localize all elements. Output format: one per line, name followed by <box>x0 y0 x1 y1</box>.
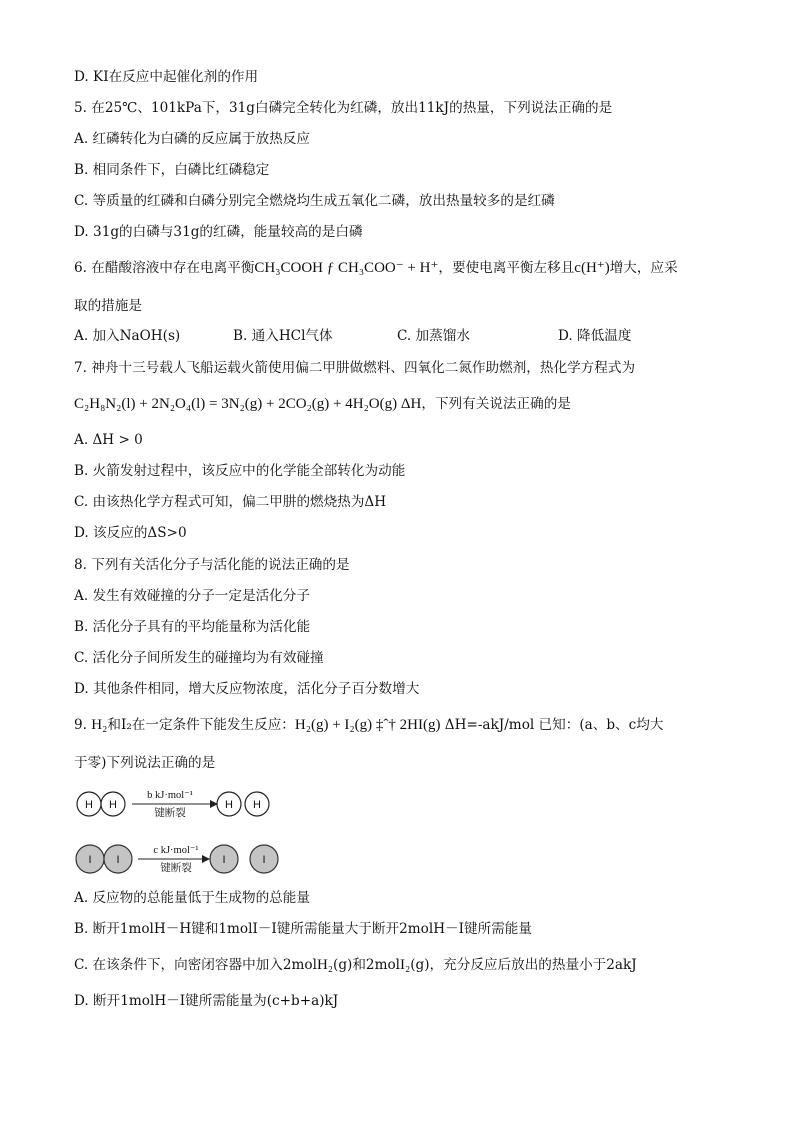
q6-text-post: 增大，应采 <box>609 260 678 276</box>
i-atom-label-1: I <box>88 854 92 866</box>
q9-option-a: A. 反应物的总能量低于生成物的总能量 <box>74 890 310 906</box>
q7-option-d: D. 该反应的ΔS>0 <box>74 525 187 541</box>
question-5: 5. 在25℃、101kPa下，31g白磷完全转化为红磷，放出11kJ的热量，下列说法正确的是 <box>74 100 613 116</box>
i-atom-label-4: I <box>262 854 266 866</box>
ii-arrow-head <box>202 855 210 863</box>
q9c-text-post: (g)，充分反应后放出的热量小于2akJ <box>410 957 637 973</box>
q9-text-mid: 和I₂在一定条件下能发生反应： <box>107 717 295 733</box>
h-atom-label-2: H <box>109 799 117 811</box>
hh-break-label: 键断裂 <box>154 808 186 819</box>
q5-option-b: B. 相同条件下，白磷比红磷稳定 <box>74 162 270 178</box>
q7-equation-line <box>74 395 571 413</box>
q7-option-b: B. 火箭发射过程中，该反应中的化学能全部转化为动能 <box>74 463 406 479</box>
q9-option-b: B. 断开1molH－H键和1molI－I键所需能量大于断开2molH－I键所需能量 <box>74 921 532 937</box>
q6-option-c: C. 加蒸馏水 <box>397 328 470 344</box>
question-7: 7. 神舟十三号载人飞船运载火箭使用偏二甲肼做燃料、四氧化二氮作助燃剂，热化学方程式为 <box>74 360 636 376</box>
q7-text-post: ，下列有关说法正确的是 <box>421 396 571 412</box>
q5-option-c: C. 等质量的红磷和白磷分别完全燃烧均生成五氧化二磷，放出热量较多的是红磷 <box>74 193 555 209</box>
ii-energy-label: c kJ·mol⁻¹ <box>153 845 199 856</box>
q9c-text-mid: (g)和2mol <box>333 957 400 973</box>
q6-text-pre: 6. 在醋酸溶液中存在电离平衡 <box>74 260 255 276</box>
question-6 <box>74 259 678 277</box>
q7-option-c: C. 由该热化学方程式可知，偏二甲肼的燃烧热为ΔH <box>74 494 387 510</box>
q9-equation: H₂(g) + I₂(g) ‡ˆ† 2HI(g) <box>294 717 441 733</box>
q6-option-a: A. 加入NaOH(s) <box>74 328 181 344</box>
q6-text-mid: ，要使电离平衡左移且 <box>438 260 575 276</box>
question-9 <box>74 716 663 734</box>
i-atom-label-2: I <box>116 854 120 866</box>
q9c-i2: I₂ <box>400 957 411 973</box>
q7-equation: C₂H₈N₂(l) + 2N₂O₄(l) = 3N₂(g) + 2CO₂(g) + 4H₂O(g) ΔH <box>74 396 422 412</box>
q6-equation: CH₃COOH ƒ CH₃COO⁻ + H⁺ <box>254 260 439 276</box>
q8-option-a: A. 发生有效碰撞的分子一定是活化分子 <box>74 588 310 604</box>
q9-text-pre: 9. <box>74 717 92 733</box>
q6-option-d: D. 降低温度 <box>558 328 632 344</box>
q5-option-a: A. 红磷转化为白磷的反应属于放热反应 <box>74 131 310 147</box>
ii-bond-diagram <box>74 840 294 878</box>
q9-text-post: ΔH=-akJ/mol 已知：(a、b、c均大 <box>440 717 664 733</box>
q6-option-b: B. 通入HCl气体 <box>233 328 333 344</box>
q9-option-c <box>74 956 637 974</box>
h-atom-label-1: H <box>85 799 93 811</box>
q9c-text-pre: C. 在该条件下，向密闭容器中加入2mol <box>74 957 317 973</box>
q9-line-2: 于零)下列说法正确的是 <box>74 755 216 771</box>
i-atom-label-3: I <box>222 854 226 866</box>
q5-option-d: D. 31g的白磷与31g的红磷，能量较高的是白磷 <box>74 224 363 240</box>
ii-break-label: 键断裂 <box>160 863 192 874</box>
q9-h2: H₂ <box>91 717 108 733</box>
q7-option-a: A. ΔH > 0 <box>74 432 143 448</box>
h-atom-label-3: H <box>225 799 233 811</box>
q8-option-d: D. 其他条件相同，增大反应物浓度，活化分子百分数增大 <box>74 681 420 697</box>
question-8: 8. 下列有关活化分子与活化能的说法正确的是 <box>74 557 350 573</box>
q6-concentration: c(H⁺) <box>574 260 610 276</box>
q8-option-b: B. 活化分子具有的平均能量称为活化能 <box>74 619 311 635</box>
q8-option-c: C. 活化分子间所发生的碰撞均为有效碰撞 <box>74 650 324 666</box>
h-atom-label-4: H <box>253 799 261 811</box>
q9-option-d: D. 断开1molH－I键所需能量为(c+b+a)kJ <box>74 993 339 1009</box>
q6-line-2: 取的措施是 <box>74 298 142 314</box>
q4-option-d: D. KI在反应中起催化剂的作用 <box>74 69 259 85</box>
hh-energy-label: b kJ·mol⁻¹ <box>147 790 193 801</box>
q9c-h2: H₂ <box>316 957 334 973</box>
hh-bond-diagram <box>74 786 284 822</box>
